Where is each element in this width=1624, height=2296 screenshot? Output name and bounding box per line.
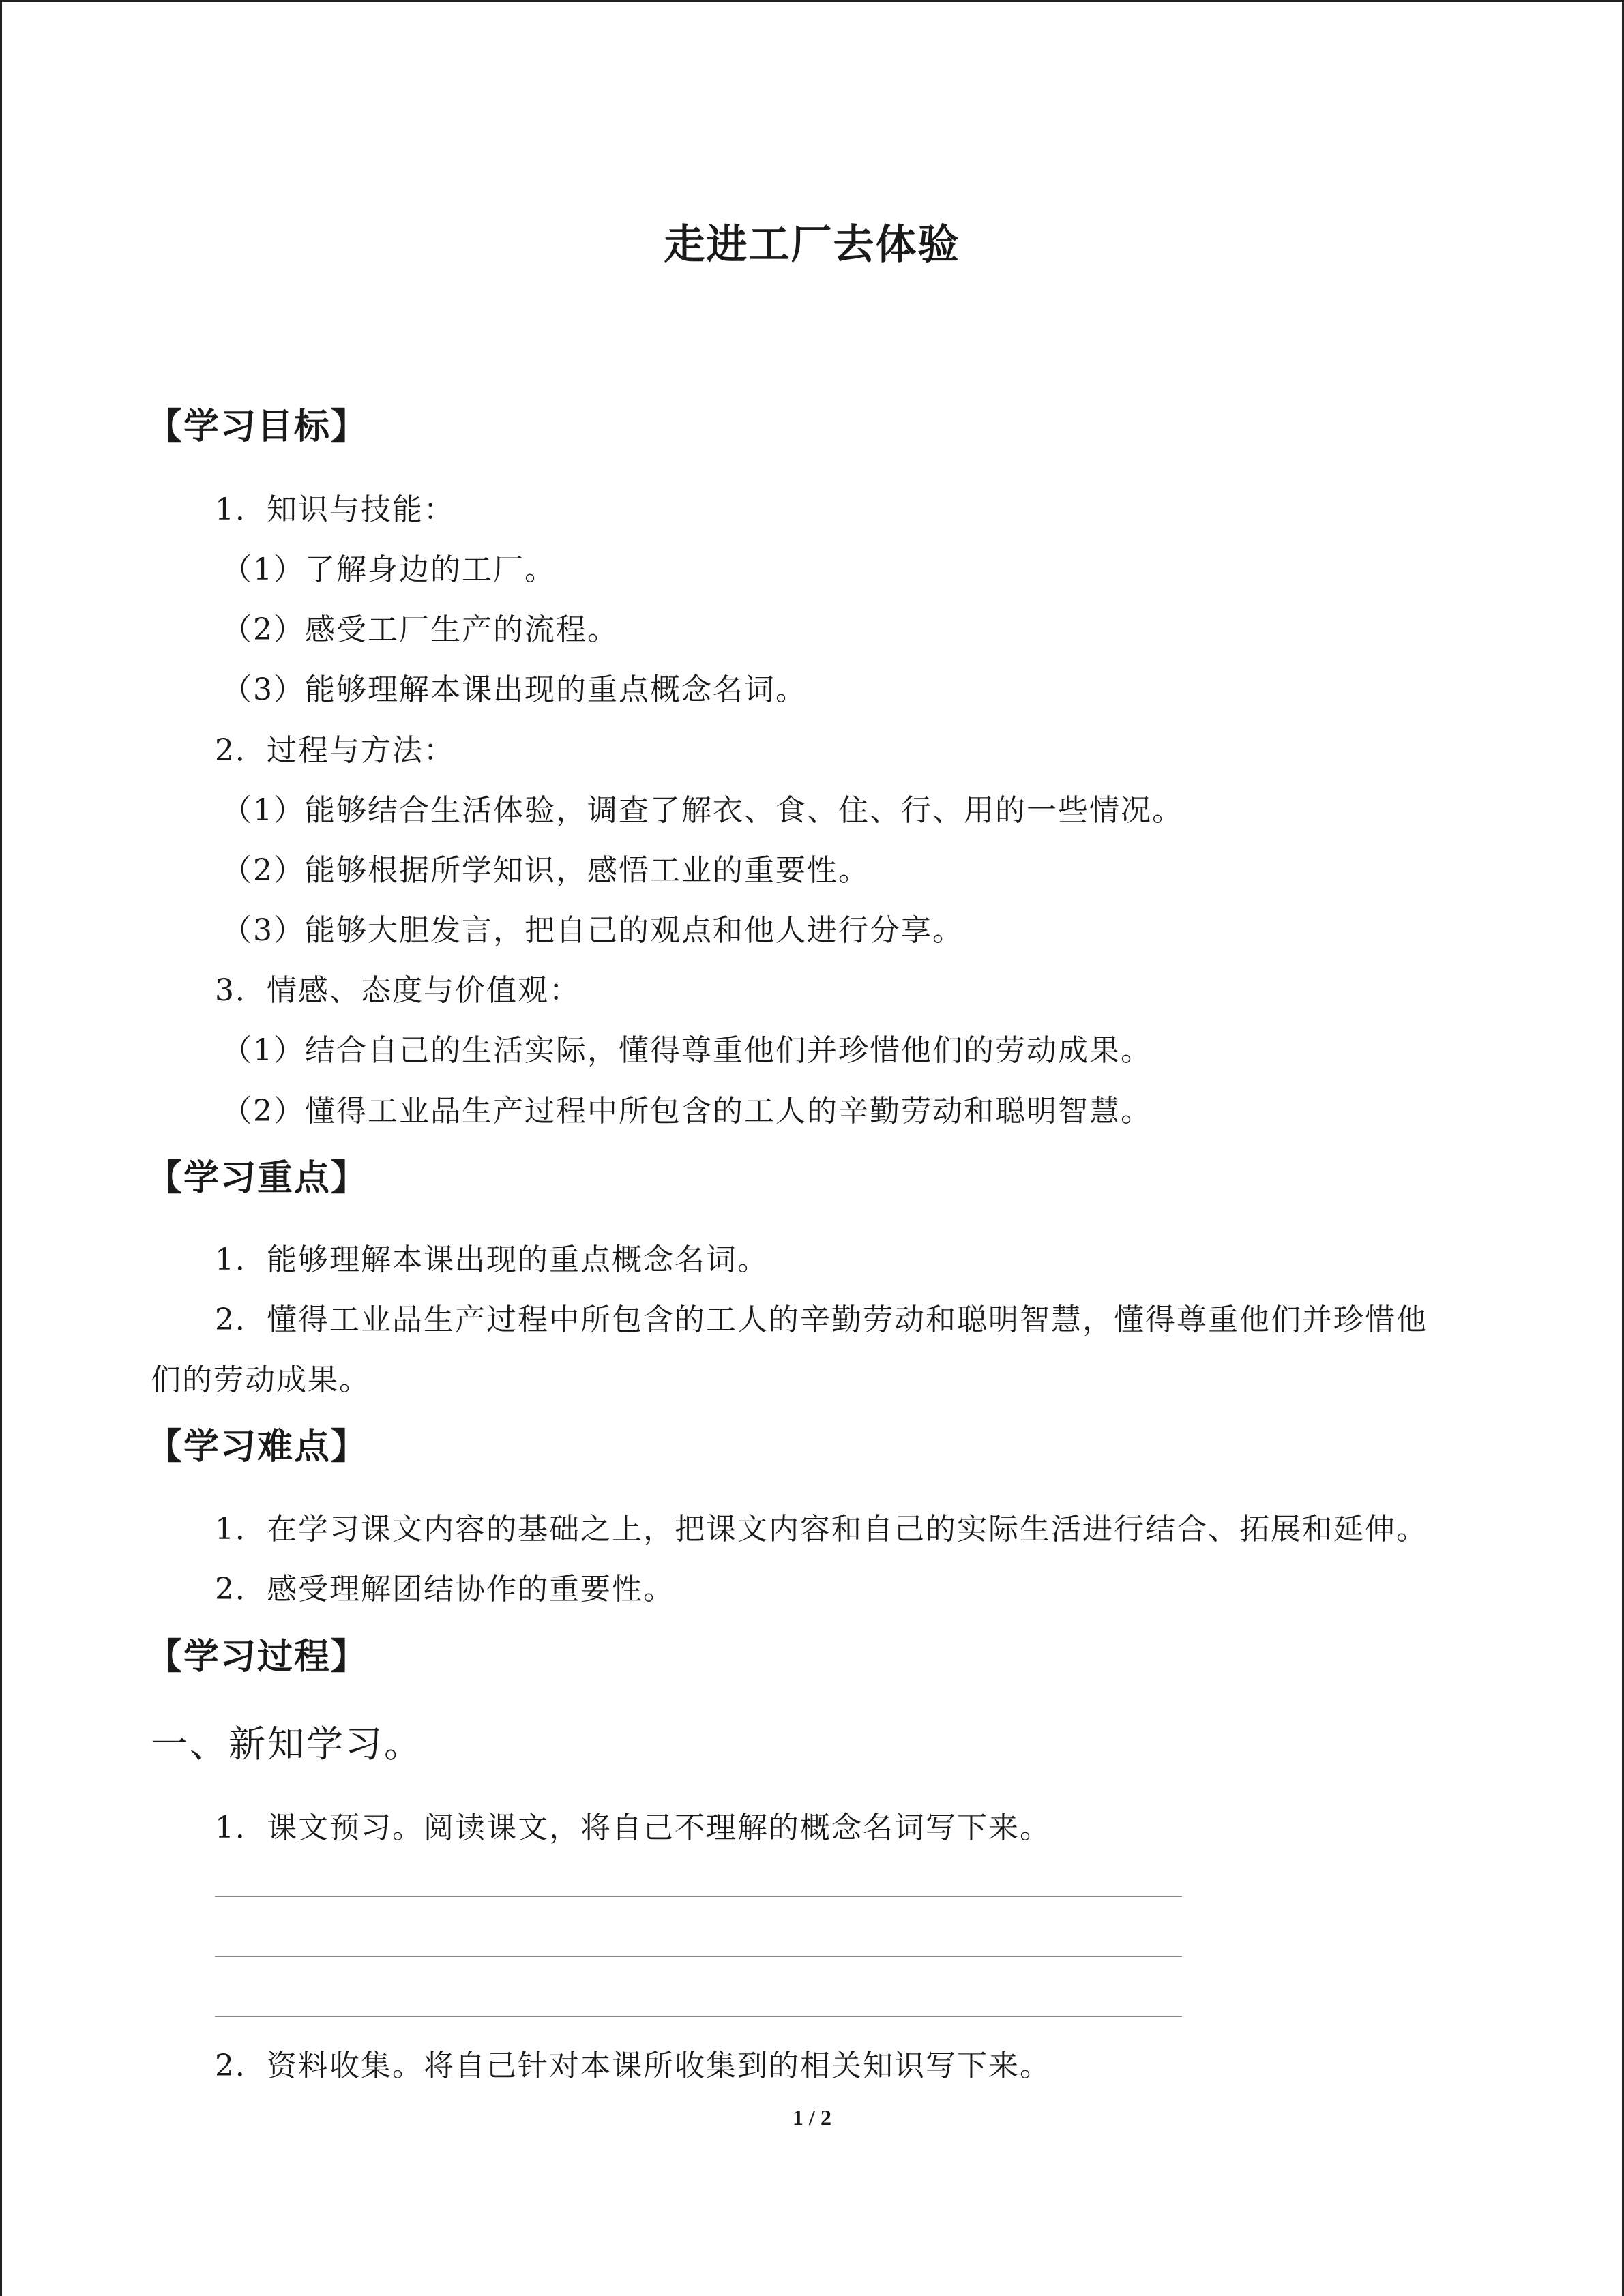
objective-line: （2）能够根据所学知识，感悟工业的重要性。 (222, 853, 870, 888)
objective-line: （1）能够结合生活体验，调查了解衣、食、住、行、用的一些情况。 (222, 793, 1183, 828)
key-point-line: 们的劳动成果。 (151, 1362, 370, 1397)
difficulty-line: 2．感受理解团结协作的重要性。 (215, 1572, 675, 1607)
objective-line: （1）了解身边的工厂。 (222, 552, 556, 587)
page-number: 1 / 2 (793, 2105, 831, 2130)
answer-line[interactable] (215, 1956, 1182, 1957)
objective-line: 2．过程与方法： (215, 733, 455, 768)
objective-line: （2）感受工厂生产的流程。 (222, 612, 619, 647)
section-new-knowledge: 一、新知学习。 (151, 1723, 423, 1765)
answer-line[interactable] (215, 1896, 1182, 1897)
task-preview: 1．课文预习。阅读课文，将自己不理解的概念名词写下来。 (215, 1810, 1051, 1845)
difficulty-line: 1．在学习课文内容的基础之上，把课文内容和自己的实际生活进行结合、拓展和延伸。 (215, 1512, 1428, 1547)
page-title: 走进工厂去体验 (664, 221, 960, 269)
objective-line: 3．情感、态度与价值观： (215, 973, 580, 1008)
objective-line: （2）懂得工业品生产过程中所包含的工人的辛勤劳动和聪明智慧。 (222, 1094, 1152, 1129)
objectives-heading: 【学习目标】 (147, 406, 368, 447)
key-point-line: 1．能够理解本课出现的重点概念名词。 (215, 1242, 769, 1277)
key-points-heading: 【学习重点】 (147, 1158, 368, 1199)
difficulties-heading: 【学习难点】 (147, 1427, 368, 1467)
objective-line: （1）结合自己的生活实际，懂得尊重他们并珍惜他们的劳动成果。 (222, 1033, 1152, 1068)
process-heading: 【学习过程】 (147, 1637, 368, 1678)
objective-line: 1．知识与技能： (215, 492, 455, 527)
objective-line: （3）能够大胆发言，把自己的观点和他人进行分享。 (222, 913, 964, 948)
key-point-line: 2．懂得工业品生产过程中所包含的工人的辛勤劳动和聪明智慧，懂得尊重他们并珍惜他 (215, 1302, 1428, 1337)
objective-line: （3）能够理解本课出现的重点概念名词。 (222, 672, 807, 707)
answer-line[interactable] (215, 2016, 1182, 2017)
task-collect: 2．资料收集。将自己针对本课所收集到的相关知识写下来。 (215, 2048, 1051, 2083)
